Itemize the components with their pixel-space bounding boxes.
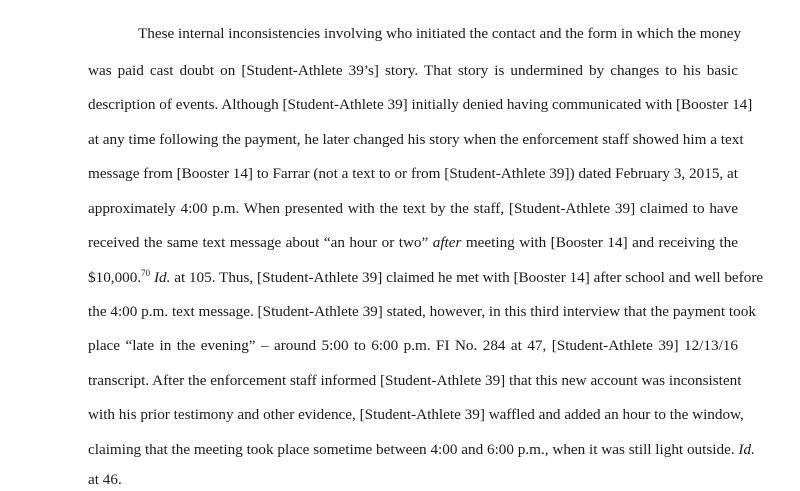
paragraph-line-1: These internal inconsistencies involving who initiated the contact and the form in which the money xyxy=(138,25,742,42)
citation-id: Id. xyxy=(738,441,755,458)
paragraph-line-14: at 46. xyxy=(88,471,122,488)
paragraph-line-12: with his prior testimony and other evidence, [Student-Athlete 39] waffled and added an hour to the window, xyxy=(88,406,744,423)
citation-id: Id. xyxy=(153,269,171,286)
paragraph-line-11: transcript. After the enforcement staff informed [Student-Athlete 39] that this new account was inconsistent xyxy=(88,372,742,389)
paragraph-line-13: claiming that the meeting took place sometime between 4:00 and 6:00 p.m., when it was still light outside. Id. xyxy=(88,441,755,458)
paragraph-line-3: description of events. Although [Student-Athlete 39] initially denied having communicated with [Booster 14] xyxy=(88,96,753,113)
paragraph-line-10: place “late in the evening” – around 5:00 to 6:00 p.m. FI No. 284 at 47, [Student-Athlete 39] 12/13/16 xyxy=(88,337,738,354)
paragraph-line-5: message from [Booster 14] to Farrar (not a text to or from [Student-Athlete 39]) dated February 3, 2015, at xyxy=(88,165,738,182)
footnote-ref-70[interactable]: 70 xyxy=(141,267,151,278)
emphasis-after: after xyxy=(432,234,462,251)
paragraph-line-6: approximately 4:00 p.m. When presented with the text by the staff, [Student-Athlete 39] claimed to have xyxy=(88,200,738,217)
paragraph-line-2: was paid cast doubt on [Student-Athlete 39’s] story. That story is undermined by changes to his basic xyxy=(88,62,738,79)
paragraph-line-9: the 4:00 p.m. text message. [Student-Athlete 39] stated, however, in this third interview that the payment took xyxy=(88,303,756,320)
paragraph-line-7: received the same text message about “an hour or two” after meeting with [Booster 14] and receiving the xyxy=(88,234,738,251)
paragraph-line-4: at any time following the payment, he later changed his story when the enforcement staff showed him a text xyxy=(88,131,744,148)
paragraph-line-8: $10,000.70 Id. at 105. Thus, [Student-Athlete 39] claimed he met with [Booster 14] after school and well before xyxy=(88,267,764,286)
